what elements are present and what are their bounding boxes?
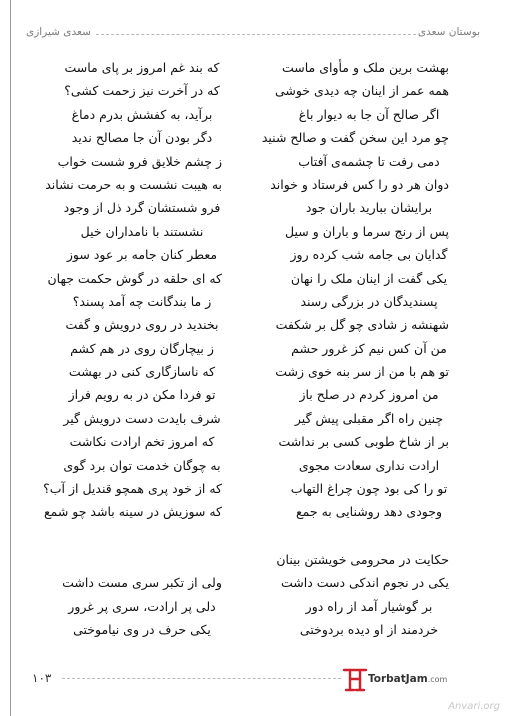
- second-hemistich: که از خود پری همچو قندیل از آب؟: [43, 481, 222, 497]
- verse-line: [0, 58, 506, 81]
- verse-line: [0, 222, 506, 245]
- second-hemistich: که در آخرت نیز زحمت کشی؟: [64, 83, 220, 99]
- second-hemistich: ز چشم خلایق فرو شست خواب: [57, 153, 222, 169]
- second-hemistich: شرف بایدت دست درویش گیر: [63, 410, 221, 426]
- second-hemistich: دگر بودن آن جا مصالح ندید: [71, 130, 213, 146]
- second-hemistich: ز ما بندگانت چه آمد پسند؟: [72, 293, 212, 309]
- first-hemistich: ارادت نداری سعادت مجوی: [298, 457, 440, 473]
- second-hemistich: معطر کنان جامه بر عود سوز: [66, 247, 218, 263]
- first-hemistich: تو را کی بود چون چراغ التهاب: [290, 481, 448, 497]
- first-hemistich: بر از شاخ طوبی کسی بر نداشت: [278, 434, 449, 450]
- second-hemistich: فرو شستشان گرد ذل از وجود: [63, 200, 221, 216]
- first-hemistich: دوان هر دو را کس فرستاد و خواند: [270, 176, 449, 192]
- second-hemistich: بخندید در روی درویش و گفت: [65, 317, 219, 333]
- logo-mark-icon: [342, 666, 368, 692]
- first-hemistich: دمی رفت تا چشمه‌ی آفتاب: [298, 153, 440, 169]
- first-hemistich: وجودی دهد روشنایی به جمع: [296, 504, 442, 520]
- first-hemistich: من آن کس نیم کز غرور حشم: [291, 340, 447, 356]
- first-hemistich: پس از رنج سرما و باران و سیل: [285, 223, 449, 239]
- verse-line: [0, 105, 506, 128]
- second-hemistich: ز بیچارگان روی در هم کشم: [70, 340, 214, 356]
- site-logo[interactable]: [342, 666, 474, 692]
- verse-line: [0, 315, 506, 338]
- first-hemistich: تو هم با من از سر بنه خوی زشت: [275, 364, 449, 380]
- verse-line: [0, 269, 506, 292]
- verse-line: [0, 339, 506, 362]
- verse-line: [0, 81, 506, 104]
- first-hemistich: خردمند از او دیده بردوختی: [299, 621, 439, 637]
- section-heading: حکایت در محرومی خویشتن بینان: [276, 551, 449, 567]
- first-hemistich: بر گوشیار آمد از راه دور: [305, 598, 433, 614]
- second-hemistich: نشستند با نامداران خیل: [80, 223, 204, 239]
- first-hemistich: چنین راه اگر مقبلی پیش گیر: [294, 410, 444, 426]
- second-hemistich: که امروز تخم ارادت نکاشت: [69, 434, 215, 450]
- second-hemistich: به هیبت نشست و به حرمت نشاند: [45, 176, 222, 192]
- author-name: سعدی شیرازی: [26, 26, 91, 38]
- logo-text: [368, 673, 447, 685]
- page-header: [26, 26, 480, 44]
- second-hemistich: که ای حلقه در گوش حکمت جهان: [47, 270, 222, 286]
- watermark: Anvari.org: [448, 701, 500, 712]
- first-hemistich: گدایان بی جامه شب کرده روز: [290, 247, 448, 263]
- verse-line: [0, 456, 506, 479]
- first-hemistich: یکی گفت از اینان ملک را نهان: [290, 270, 448, 286]
- second-hemistich: به چوگان خدمت توان برد گوی: [63, 457, 221, 473]
- verse-line: [0, 245, 506, 268]
- first-hemistich: پسندیدگان در بزرگی رسند: [300, 293, 438, 309]
- second-hemistich: یکی حرف در وی نیاموختی: [73, 621, 211, 637]
- second-hemistich: برآید، به کفشش بدرم دماغ: [71, 106, 213, 122]
- first-hemistich: چو مرد این سخن گفت و صالح شنید: [261, 130, 449, 146]
- verse-line: [0, 152, 506, 175]
- page-number: ۱۰۳: [32, 671, 52, 685]
- verse-line: [0, 620, 506, 643]
- first-hemistich: یکی در نجوم اندکی دست داشت: [281, 575, 449, 591]
- verse-line: [0, 362, 506, 385]
- second-hemistich: که سوزیش در سینه باشد چو شمع: [43, 504, 222, 520]
- verse-line: [0, 292, 506, 315]
- second-hemistich: ولی از تکبر سری مست داشت: [62, 575, 222, 591]
- verse-line: [0, 128, 506, 151]
- verse-line: [0, 175, 506, 198]
- verse-line: [0, 479, 506, 502]
- first-hemistich: شهنشه ز شادی چو گل بر شکفت: [275, 317, 449, 333]
- poem-body: [0, 58, 506, 643]
- section-heading-row: [0, 550, 506, 573]
- second-hemistich: دلی پر ارادت، سری پر غرور: [68, 598, 216, 614]
- first-hemistich: بهشت برین ملک و مأوای ماست: [281, 60, 449, 75]
- first-hemistich: همه عمر از اینان چه دیدی خوشی: [274, 83, 449, 99]
- second-hemistich: تو فردا مکن در به رویم فراز: [68, 387, 216, 403]
- verse-line: [0, 502, 506, 525]
- verse-line: [0, 573, 506, 596]
- first-hemistich: اگر صالح آن جا به دیوار باغ: [298, 106, 440, 122]
- page-footer: [10, 660, 506, 700]
- verse-line: [0, 409, 506, 432]
- first-hemistich: من امروز کردم در صلح باز: [299, 387, 439, 403]
- verse-line: [0, 597, 506, 620]
- verse-line: [0, 385, 506, 408]
- second-hemistich: که بند غم امروز بر پای ماست: [64, 60, 220, 75]
- footer-divider: [62, 678, 341, 679]
- second-hemistich: که ناسازگاری کنی در بهشت: [68, 364, 216, 380]
- verse-line: [0, 198, 506, 221]
- logo-text-suffix: .com: [427, 675, 448, 684]
- verse-line: [0, 432, 506, 455]
- book-title: بوستان سعدی: [417, 26, 480, 38]
- header-divider: [96, 34, 416, 35]
- stanza-gap: [0, 526, 506, 550]
- logo-text-main: TorbatJam: [368, 673, 428, 685]
- first-hemistich: برایشان ببارید باران جود: [305, 200, 433, 216]
